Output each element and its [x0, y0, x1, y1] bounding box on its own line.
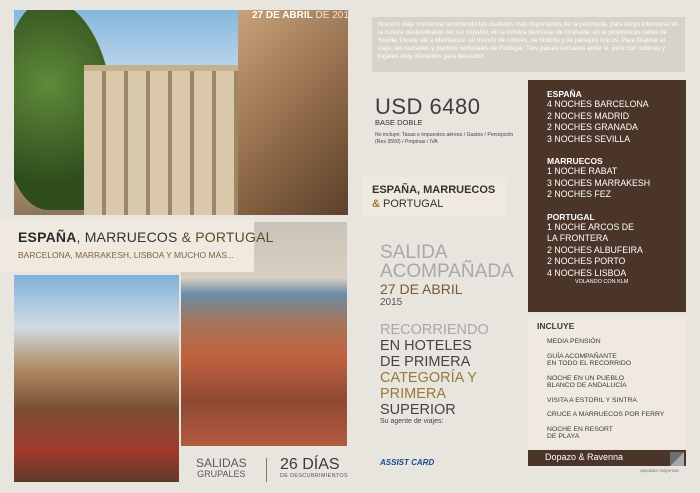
itin-line: 1 NOCHE RABAT: [547, 166, 618, 176]
dias-sub: DE DESCUBRIMIENTOS: [280, 473, 348, 479]
destinos-portugal: PORTUGAL: [383, 198, 444, 210]
incluye-item: EN TODO EL RECORRIDO: [547, 360, 632, 367]
agente-label: Su agente de viajes:: [380, 418, 444, 425]
itin-line: 2 NOCHES MADRID: [547, 110, 630, 121]
incluye-item: NOCHE EN RESORT: [547, 426, 613, 433]
itin-line: 3 NOCHES MARRAKESH: [547, 177, 651, 188]
salida-line1: SALIDA: [380, 242, 448, 263]
band-title: [18, 229, 274, 245]
destinos-line1: ESPAÑA, MARRUECOS: [372, 184, 496, 196]
hotel-line4: CATEGORÍA Y: [380, 370, 477, 386]
intro-text: Nuestro viaje comienza recorriendo las ciudades más importantes de la península, para luego internarse en la cultura deslumbrante del sur español, en la mística particular de Granada, en la pintorescas calles de Sevilla. Desde allí a Marruecos: un mundo de colores, de historia y de paisajes únicos. Para finalizar el viaje, las ciudades y pueblos señoriales de Portugal. Tres paises cercanos entre sí, pero con culturas y lugares muy diferentes para descubrir.: [372, 17, 685, 72]
volando-klm: VOLANDO CON KLM: [575, 279, 629, 285]
hotel-line3: DE PRIMERA: [380, 354, 471, 370]
market-photo: [14, 275, 179, 482]
itin-line: 4 NOCHES BARCELONA: [547, 99, 649, 109]
incluye-item: VISITA A ESTORIL Y SINTRA: [547, 397, 637, 404]
itin-line: 4 NOCHES LISBOA: [547, 267, 627, 278]
salidas-grupales: [196, 458, 247, 480]
itin-line: LA FRONTERA: [547, 233, 609, 243]
destinos-line2: [372, 198, 443, 210]
hoteles-text: [380, 322, 489, 418]
incluye-item: GUÍA ACOMPAÑANTE: [547, 353, 617, 360]
band-title-marruecos: , MARRUECOS: [76, 229, 178, 245]
date-year: DE 2015: [315, 10, 355, 21]
hotel-line5: PRIMERA: [380, 386, 447, 402]
salida-line2: ACOMPAÑADA: [380, 261, 514, 282]
itin-marruecos-title: MARRUECOS: [547, 156, 603, 166]
itin-line: 2 NOCHES ALBUFEIRA: [547, 244, 643, 255]
operador-label: operador mayorista: [640, 468, 679, 473]
destinos-amp: &: [372, 198, 383, 210]
itin-line: 1 NOCHE ARCOS DE: [547, 221, 635, 232]
band-title-espana: ESPAÑA: [18, 229, 77, 245]
itin-portugal-title: PORTUGAL: [547, 211, 595, 222]
incluye-item: BLANCO DE ANDALUCÍA: [547, 382, 627, 389]
itin-espana-title: ESPAÑA: [547, 89, 582, 99]
itin-line: 2 NOCHES GRANADA: [547, 122, 638, 132]
itinerary-panel: [528, 80, 686, 312]
itin-line: 3 NOCHES SEVILLA: [547, 133, 631, 144]
no-incluye: No incluye: Tasas e impuestos aéreos / Gastos / Percepción (Res 3550) / Propinas / IVA: [375, 132, 514, 145]
hero-photo-courtyard: [14, 10, 348, 215]
incluye-item: CRUCE A MARRUECOS POR FERRY: [547, 411, 665, 418]
salida-anio: 2015: [380, 297, 403, 308]
title-band: [0, 220, 254, 272]
destinos-box: [362, 177, 507, 217]
date-bold: 27 DE ABRIL: [252, 10, 313, 21]
price: USD 6480: [375, 94, 481, 119]
assist-card-logo: ASSIST CARD: [380, 458, 435, 467]
band-title-portugal: & PORTUGAL: [177, 229, 274, 245]
incluye-item: NOCHE EN UN PUEBLO: [547, 375, 625, 382]
arch-shape: [238, 10, 348, 215]
salida-fecha: 27 DE ABRIL: [380, 281, 463, 297]
salidas-line2: GRUPALES: [197, 469, 246, 479]
incluye-title: INCLUYE: [537, 321, 575, 331]
price-base: BASE DOBLE: [375, 118, 423, 127]
dias: 26 DÍAS: [280, 456, 340, 473]
itin-line: 2 NOCHES FEZ: [547, 189, 612, 199]
footer-brand: Dopazo & Ravenna: [545, 452, 624, 462]
hotel-line2: EN HOTELES: [380, 338, 472, 354]
date-top: [252, 10, 354, 21]
brand-logo-icon: [670, 452, 684, 466]
incluye-item: MEDIA PENSIÓN: [547, 338, 601, 345]
incluye-item: DE PLAYA: [547, 433, 580, 440]
divider: [266, 458, 267, 482]
hotel-line6: SUPERIOR: [380, 402, 456, 418]
salidas-line1: SALIDAS: [196, 456, 247, 470]
itin-line: 2 NOCHES PORTO: [547, 256, 626, 266]
salida-acompanada: [380, 243, 514, 281]
hotel-line1: RECORRIENDO: [380, 322, 489, 338]
band-subtitle: BARCELONA, MARRAKESH, LISBOA Y MUCHO MÁS...: [18, 250, 235, 260]
